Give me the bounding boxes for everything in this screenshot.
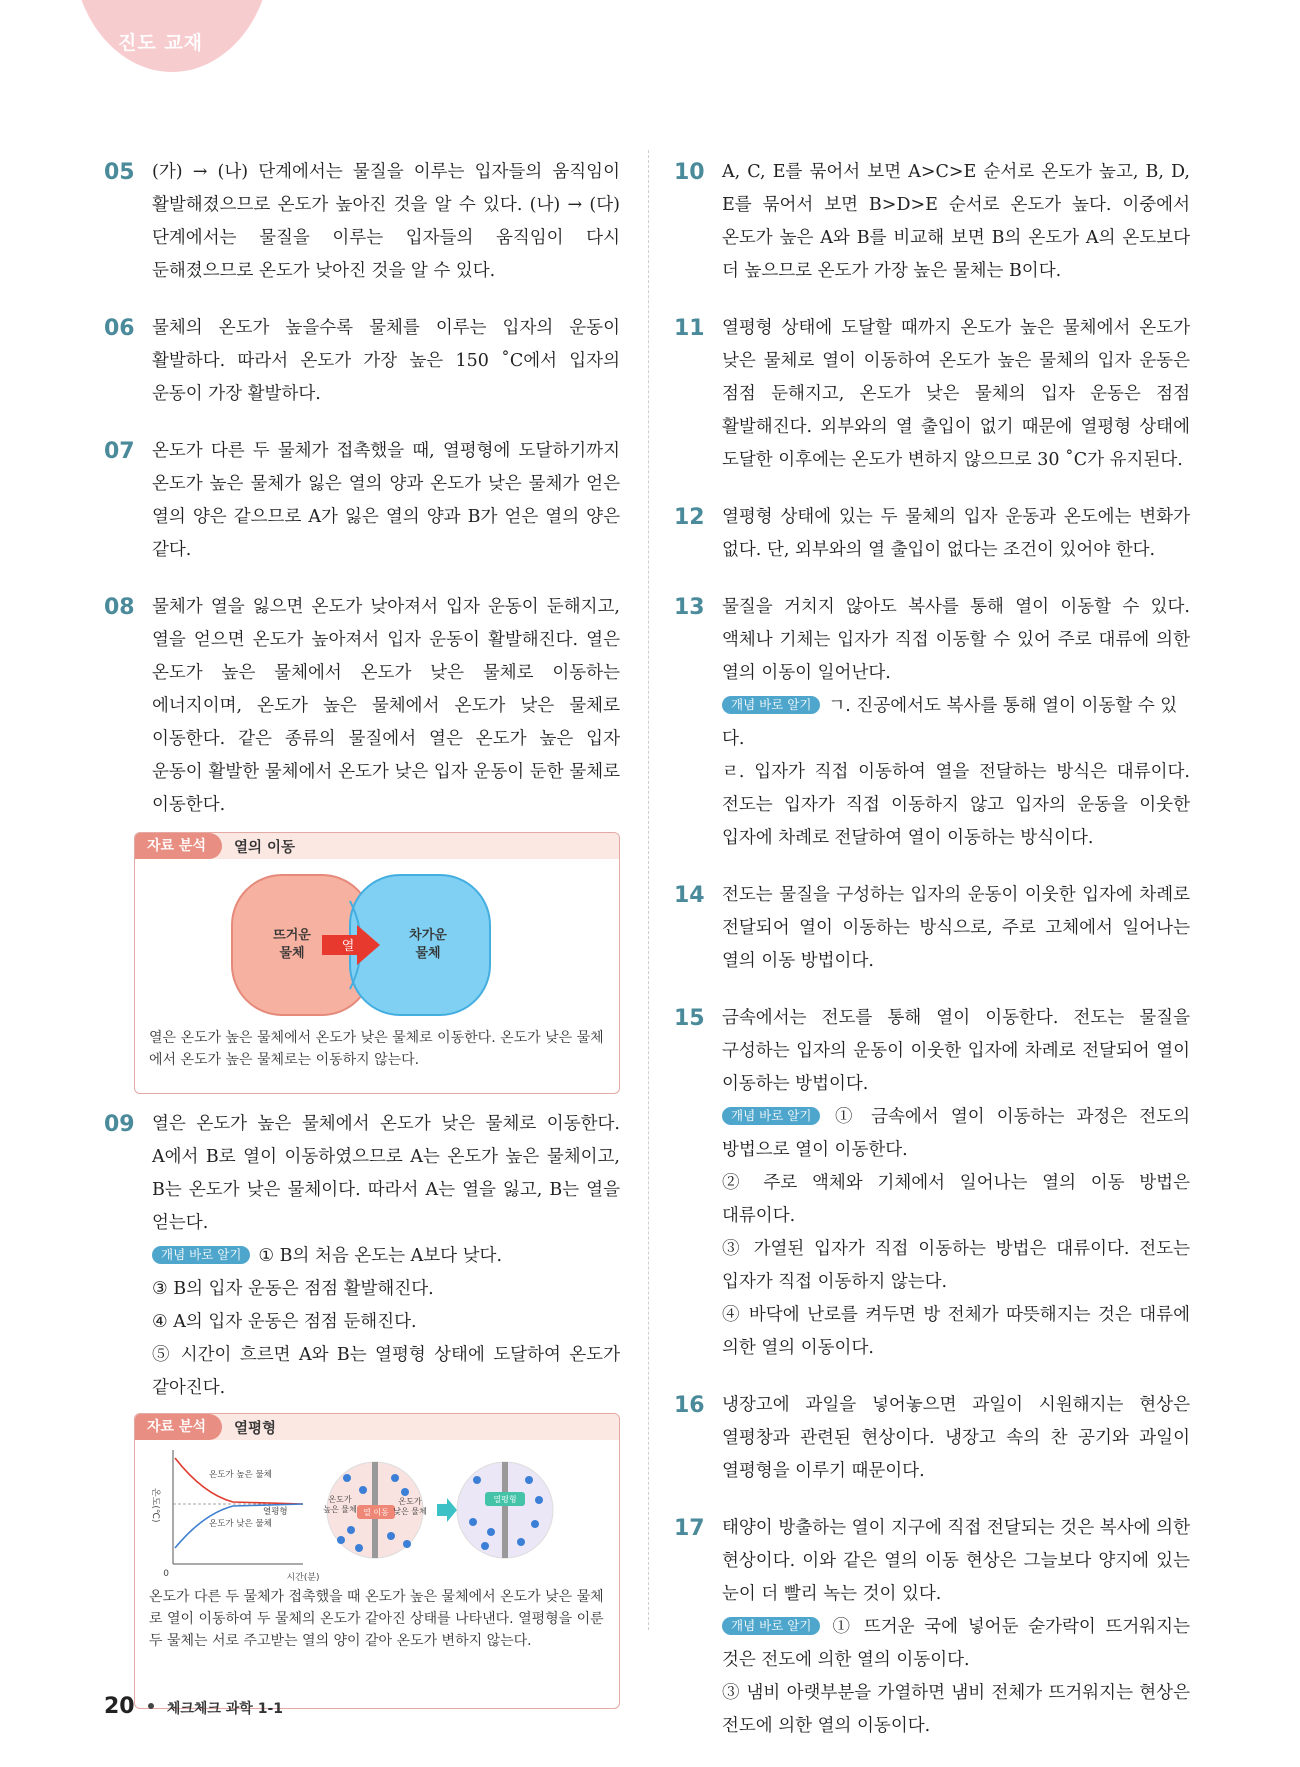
concept-badge: 개념 바로 알기 (152, 1246, 250, 1264)
box-caption: 온도가 다른 두 물체가 접촉했을 때 온도가 높은 물체에서 온도가 낮은 물체로 열이 이동하여 두 물체의 온도가 같아진 상태를 나타낸다. 열평형을 이룬 두 물체는 서로 주고받는 열의 양이 같아 온도가 변하지 않는다. (149, 1589, 604, 1649)
heat-arrow-label: 열 (341, 939, 355, 954)
concept-line (722, 690, 1190, 756)
answer-text: 전도는 물질을 구성하는 입자의 운동이 이웃한 입자에 차례로 전달되어 열이 이동하는 방식으로, 주로 고체에서 일어나는 열의 이동 방법이다. (722, 885, 1190, 971)
concept-text: ㄱ. 진공에서도 복사를 통해 열이 이동할 수 있다. (722, 696, 1178, 749)
answer-11 (674, 312, 1190, 477)
answer-number: 14 (674, 883, 705, 908)
box-header (135, 833, 619, 859)
cold-object-label-2: 물체 (415, 946, 441, 961)
answer-number: 07 (104, 439, 135, 464)
heat-flow-label: 열 이동 (363, 1508, 389, 1517)
hot-object-label-2: 물체 (279, 946, 305, 961)
answer-number: 08 (104, 595, 135, 620)
heat-transfer-diagram (142, 861, 612, 1021)
equilibrium-wall (502, 1462, 508, 1558)
answer-number: 15 (674, 1006, 705, 1031)
concept-line: ⑤ 시간이 흐르면 A와 B는 열평형 상태에 도달하여 온도가 같아진다. (152, 1345, 620, 1398)
concept-line: ③ 냄비 아랫부분을 가열하면 냄비 전체가 뜨거워지는 현상은 전도에 의한 열의 이동이다. (722, 1683, 1190, 1736)
answer-text: 물체가 열을 잃으면 온도가 낮아져서 입자 운동이 둔해지고, 열을 얻으면 온도가 높아져서 입자 운동이 활발해진다. 열은 온도가 높은 물체에서 온도가 낮은 물체로 이동하는 에너지이며, 온도가 높은 물체에서 온도가 낮은 물체로 이동한다. 같은 종류의 물질에서 열은 온도가 높은 입자 운동이 활발한 물체에서 온도가 낮은 입자 운동이 둔한 물체로 이동한다. (152, 597, 620, 815)
concept-badge: 개념 바로 알기 (722, 1107, 820, 1125)
answer-text: 열평형 상태에 도달할 때까지 온도가 높은 물체에서 온도가 낮은 물체로 열이 이동하여 온도가 높은 물체의 입자 운동은 점점 둔해지고, 온도가 낮은 물체의 입자 운동은 점점 활발해진다. 외부와의 열 출입이 없기 때문에 열평형 상태에 도달한 이후에는 온도가 변하지 않으므로 30 ˚C가 유지된다. (722, 318, 1190, 470)
answer-number: 17 (674, 1516, 705, 1541)
concept-text: ① B의 처음 온도는 A보다 낮다. (258, 1246, 503, 1266)
equilibrium-label: 열평형 (263, 1507, 288, 1517)
concept-line: ④ 바닥에 난로를 켜두면 방 전체가 따뜻해지는 것은 대류에 의한 열의 이동이다. (722, 1305, 1190, 1358)
page-footer (104, 1694, 283, 1719)
answer-text: A, C, E를 묶어서 보면 A>C>E 순서로 온도가 높고, B, D, E를 묶어서 보면 B>D>E 순서로 온도가 높다. 이중에서 온도가 높은 A와 B를 비교해 보면 B의 온도가 A의 온도보다 더 높으므로 온도가 가장 높은 물체는 B이다. (722, 162, 1190, 281)
concept-line: ④ A의 입자 운동은 점점 둔해진다. (152, 1312, 417, 1332)
answer-text: 태양이 방출하는 열이 지구에 직접 전달되는 것은 복사에 의한 현상이다. 이와 같은 열의 이동 현상은 그늘보다 양지에 있는 눈이 더 빨리 녹는 것이 있다. (722, 1518, 1190, 1604)
answer-number: 12 (674, 505, 705, 530)
concept-badge: 개념 바로 알기 (722, 696, 820, 714)
answer-07 (104, 435, 620, 567)
concept-line (152, 1240, 620, 1273)
answer-06 (104, 312, 620, 411)
concept-badge: 개념 바로 알기 (722, 1617, 820, 1635)
diagram-equilibrium-label: 열평형 (493, 1495, 517, 1504)
thermal-equilibrium-figure (143, 1444, 613, 1584)
concept-line: ③ B의 입자 운동은 점점 활발해진다. (152, 1279, 434, 1299)
box-tag: 자료 분석 (135, 833, 222, 859)
answer-08 (104, 591, 620, 822)
answer-15 (674, 1002, 1190, 1365)
left-column (104, 156, 620, 1723)
box-tag: 자료 분석 (135, 1414, 222, 1440)
answer-13 (674, 591, 1190, 855)
answer-05 (104, 156, 620, 288)
box-title: 열평형 (233, 1420, 277, 1437)
diagram-cold-label-1: 온도가 (398, 1497, 422, 1506)
answer-number: 16 (674, 1393, 705, 1418)
answer-number: 05 (104, 160, 135, 185)
box-header (135, 1414, 619, 1440)
box-caption: 열은 온도가 높은 물체에서 온도가 낮은 물체로 이동한다. 온도가 낮은 물체에서 온도가 높은 물체로는 이동하지 않는다. (149, 1030, 604, 1068)
footer-bullet-icon (148, 1703, 154, 1709)
answer-14 (674, 879, 1190, 978)
diagram-cold-label-2: 낮은 물체 (393, 1507, 427, 1516)
right-column (674, 156, 1190, 1767)
hot-object-label-1: 뜨거운 (273, 928, 311, 943)
concept-line: ③ 가열된 입자가 직접 이동하는 방법은 대류이다. 전도는 입자가 직접 이동하지 않는다. (722, 1239, 1190, 1292)
data-analysis-box-heat-transfer (134, 832, 620, 1094)
answer-text: 열은 온도가 높은 물체에서 온도가 낮은 물체로 이동한다. A에서 B로 열이 이동하였으므로 A는 온도가 높은 물체이고, B는 온도가 낮은 물체이다. 따라서 A는 열을 잃고, B는 열을 얻는다. (152, 1114, 620, 1233)
answer-12 (674, 501, 1190, 567)
answer-10 (674, 156, 1190, 288)
concept-line (722, 1611, 1190, 1677)
answer-text: 물질을 거치지 않아도 복사를 통해 열이 이동할 수 있다. 액체나 기체는 입자가 직접 이동할 수 있어 주로 대류에 의한 열의 이동이 일어난다. (722, 597, 1190, 683)
answer-text: 냉장고에 과일을 넣어놓으면 과일이 시원해지는 현상은 열평창과 관련된 현상이다. 냉장고 속의 찬 공기와 과일이 열평형을 이루기 때문이다. (722, 1395, 1190, 1481)
concept-line: ② 주로 액체와 기체에서 일어나는 열의 이동 방법은 대류이다. (722, 1173, 1190, 1226)
box-title: 열의 이동 (233, 839, 296, 856)
page-number: 20 (104, 1694, 135, 1719)
graph-origin: 0 (163, 1569, 169, 1579)
cold-curve-label: 온도가 낮은 물체 (209, 1519, 272, 1529)
concept-text: ① 금속에서 열이 이동하는 과정은 전도의 방법으로 열이 이동한다. (722, 1107, 1190, 1160)
diagram-hot-label-2: 높은 물체 (323, 1505, 357, 1514)
concept-line: ㄹ. 입자가 직접 이동하여 열을 전달하는 방식은 대류이다. 전도는 입자가 직접 이동하지 않고 입자의 운동을 이웃한 입자에 차례로 전달하여 열이 이동하는 방식이다. (722, 762, 1190, 848)
answer-text: (가) → (나) 단계에서는 물질을 이루는 입자들의 움직임이 활발해졌으므로 온도가 높아진 것을 알 수 있다. (나) → (다) 단계에서는 물질을 이루는 입자들의 움직임이 다시 둔해졌으므로 온도가 낮아진 것을 알 수 있다. (152, 162, 620, 281)
concept-line (722, 1101, 1190, 1167)
graph-y-label: 온도(℃) (150, 1488, 160, 1523)
answer-text: 온도가 다른 두 물체가 접촉했을 때, 열평형에 도달하기까지 온도가 높은 물체가 잃은 열의 양과 온도가 낮은 물체가 얻은 열의 양은 같으므로 A가 잃은 열의 양과 B가 얻은 열의 양은 같다. (152, 441, 620, 560)
answer-number: 10 (674, 160, 705, 185)
transition-arrow (437, 1498, 457, 1522)
answer-text: 열평형 상태에 있는 두 물체의 입자 운동과 온도에는 변화가 없다. 단, 외부와의 열 출입이 없다는 조건이 있어야 한다. (722, 507, 1190, 560)
book-title: 체크체크 과학 1-1 (166, 1701, 283, 1717)
cold-object-label-1: 차가운 (409, 928, 447, 943)
answer-text: 금속에서는 전도를 통해 열이 이동한다. 전도는 물질을 구성하는 입자의 운동이 이웃한 입자에 차례로 전달되어 열이 이동하는 방법이다. (722, 1008, 1190, 1094)
answer-number: 06 (104, 316, 135, 341)
answer-17 (674, 1512, 1190, 1743)
answer-number: 09 (104, 1112, 135, 1137)
answer-09 (104, 1108, 620, 1405)
hot-curve-label: 온도가 높은 물체 (209, 1470, 272, 1480)
diagram-hot-label-1: 온도가 (328, 1495, 352, 1504)
hot-curve (175, 1458, 303, 1504)
answer-16 (674, 1389, 1190, 1488)
concept-text: ① 뜨거운 국에 넣어둔 숟가락이 뜨거워지는 것은 전도에 의한 열의 이동이다. (722, 1617, 1190, 1670)
graph-x-label: 시간(분) (286, 1573, 320, 1583)
header-tab-label: 진도 교재 (118, 32, 204, 54)
answer-text: 물체의 온도가 높을수록 물체를 이루는 입자의 운동이 활발하다. 따라서 온도가 가장 높은 150 ˚C에서 입자의 운동이 가장 활발하다. (152, 318, 620, 404)
data-analysis-box-thermal-equilibrium (134, 1413, 620, 1709)
answer-number: 11 (674, 316, 705, 341)
column-divider (648, 150, 649, 1630)
answer-number: 13 (674, 595, 705, 620)
